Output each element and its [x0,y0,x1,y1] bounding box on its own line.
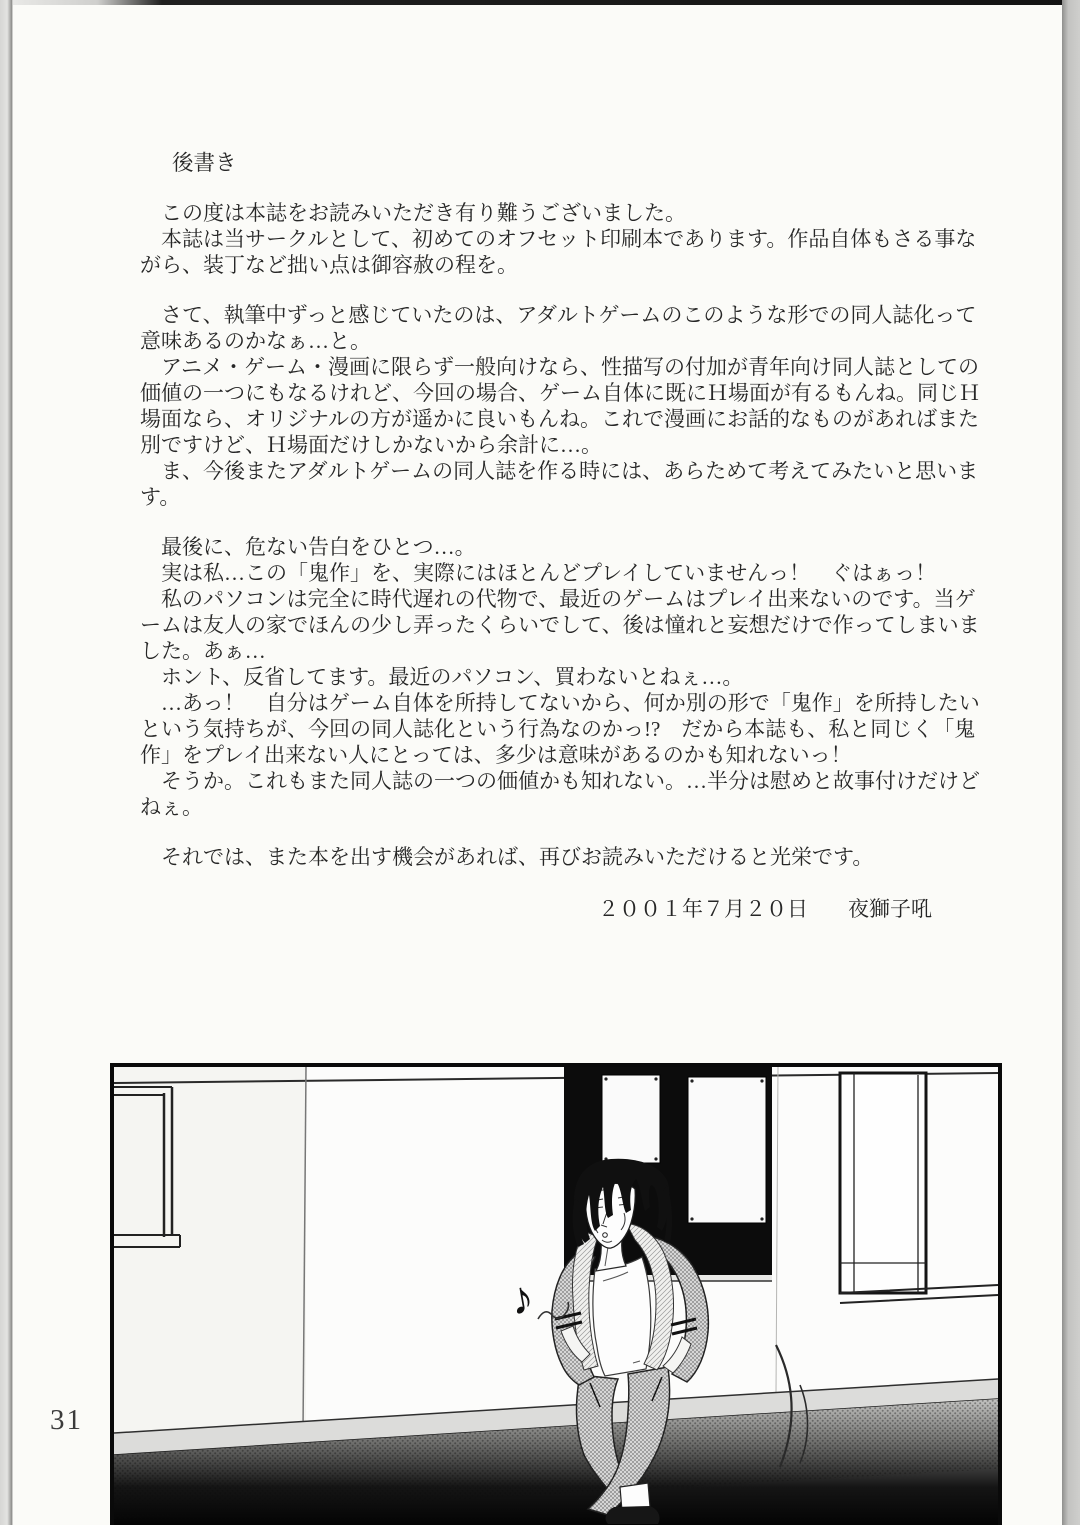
paragraph: さて、執筆中ずっと感じていたのは、アダルトゲームのこのような形での同人誌化って意味あるのかなぁ…と。 [140,303,977,353]
paragraph: それでは、また本を出す機会があれば、再びお読みいただけると光栄です。 [161,845,874,869]
afterword-text [140,150,992,922]
paragraph: そうか。これもまた同人誌の一つの価値かも知れない。…半分は慰めと故事付けだけどねぇ。 [140,769,980,819]
paragraph: 私のパソコンは完全に時代遅れの代物で、最近のゲームはプレイ出来ないのです。当ゲームは友人の家でほんの少し弄ったくらいでして、後は憧れと妄想だけで作ってしまいました。あぁ… [140,587,980,663]
publication-date: ２００１年７月２０日 [598,897,808,921]
scan-edge-right [1062,0,1080,1525]
paragraph: 実は私…この「鬼作」を、実際にはほとんどプレイしていませんっ！ ぐはぁっ！ [161,561,937,585]
paragraph: ホント、反省してます。最近のパソコン、買わないとねぇ…。 [161,665,744,689]
paragraph: アニメ・ゲーム・漫画に限らず一般向けなら、性描写の付加が青年向け同人誌としての価値の一つにもなるけれど、今回の場合、ゲーム自体に既にＨ場面が有るもんね。同じＨ場面なら、オリジナルの方が遥かに良いもんね。これで漫画にお話的なものがあればまた別ですけど、Ｈ場面だけしかないから余計に…。 [140,355,980,457]
dark-shoe [606,1506,660,1524]
page-number: 31 [50,1404,83,1436]
paragraph: この度は本誌をお読みいただき有り難うございました。 [161,201,686,225]
paragraph: ま、今後またアダルトゲームの同人誌を作る時には、あらためて考えてみたいと思います。 [140,459,979,509]
author-signature: 夜獅子吼 [848,897,932,921]
afterword-block-3 [140,534,992,820]
paragraph: 最後に、危ない告白をひとつ…。 [161,535,476,559]
afterword-title: 後書き [172,151,237,175]
date-signature-line [140,896,992,922]
afterword-block-4 [140,844,992,870]
music-note-glyph: ♪ [506,1271,538,1326]
afterword-block-1 [140,200,992,278]
manga-illustration [114,1067,998,1525]
scan-edge-top [0,0,1080,5]
paragraph: 本誌は当サークルとして、初めてのオフセット印刷本であります。作品自体もさる事ながら、装丁など拙い点は御容赦の程を。 [140,227,977,277]
paragraph: …あっ！ 自分はゲーム自体を所持してないから、何か別の形で「鬼作」を所持したいという気持ちが、今回の同人誌化という行為なのかっ!? だから本誌も、私と同じく「鬼作」をプレイ出来ない人にとっては、多少は意味があるのかも知れないっ！ [140,691,980,767]
illustration-panel [110,1063,1002,1525]
afterword-block-2 [140,302,992,510]
scan-edge-left [0,0,13,1525]
